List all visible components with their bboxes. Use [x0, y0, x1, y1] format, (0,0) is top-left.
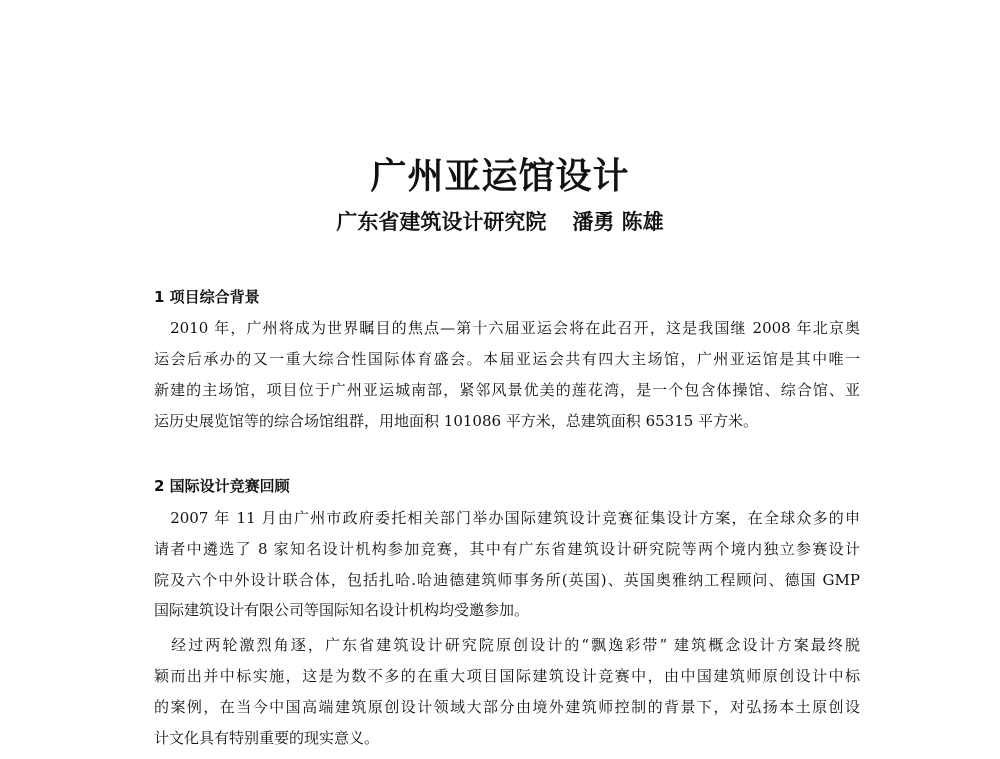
paragraph-line: 2007 年 11 月由广州市政府委托相关部门举办国际建筑设计竞赛征集设计方案，在全球众多的申: [154, 509, 860, 527]
paragraph-line: 国际建筑设计有限公司等国际知名设计机构均受邀参加。: [154, 601, 530, 619]
paragraph-line: 运历史展览馆等的综合场馆组群，用地面积 101086 平方米，总建筑面积 65315 平方米。: [154, 412, 759, 430]
paragraph-line: 2010 年，广州将成为世界瞩目的焦点—第十六届亚运会将在此召开，这是我国继 2008 年北京奥: [154, 319, 860, 337]
paragraph-line: 计文化具有特别重要的现实意义。: [154, 729, 380, 747]
paragraph-line: 运会后承办的又一重大综合性国际体育盛会。本届亚运会共有四大主场馆，广州亚运馆是其中唯一: [154, 350, 860, 368]
byline-authors: 潘勇 陈雄: [572, 210, 664, 234]
paragraph-line: 新建的主场馆，项目位于广州亚运城南部，紧邻风景优美的莲花湾，是一个包含体操馆、综合馆、亚: [154, 381, 860, 399]
byline: [0, 206, 1000, 236]
paragraph-line: 请者中遴选了 8 家知名设计机构参加竞赛，其中有广东省建筑设计研究院等两个境内独立参赛设计: [154, 540, 860, 558]
paragraph-line: 的案例，在当今中国高端建筑原创设计领域大部分由境外建筑师控制的背景下，对弘扬本土原创设: [154, 698, 860, 716]
paragraph-line: 经过两轮激烈角逐，广东省建筑设计研究院原创设计的“飘逸彩带” 建筑概念设计方案最终脱: [154, 636, 860, 654]
section-heading-2: 2 国际设计竞赛回顾: [154, 477, 290, 495]
section-heading-1: 1 项目综合背景: [154, 288, 260, 306]
byline-institution: 广东省建筑设计研究院: [336, 210, 547, 234]
paragraph-line: 颖而出并中标实施，这是为数不多的在重大项目国际建筑设计竞赛中，由中国建筑师原创设计中标: [154, 667, 860, 685]
paragraph-line: 院及六个中外设计联合体，包括扎哈.哈迪德建筑师事务所(英国)、英国奥雅纳工程顾问、德国 GMP: [154, 571, 860, 589]
page-title: 广州亚运馆设计: [370, 156, 630, 197]
